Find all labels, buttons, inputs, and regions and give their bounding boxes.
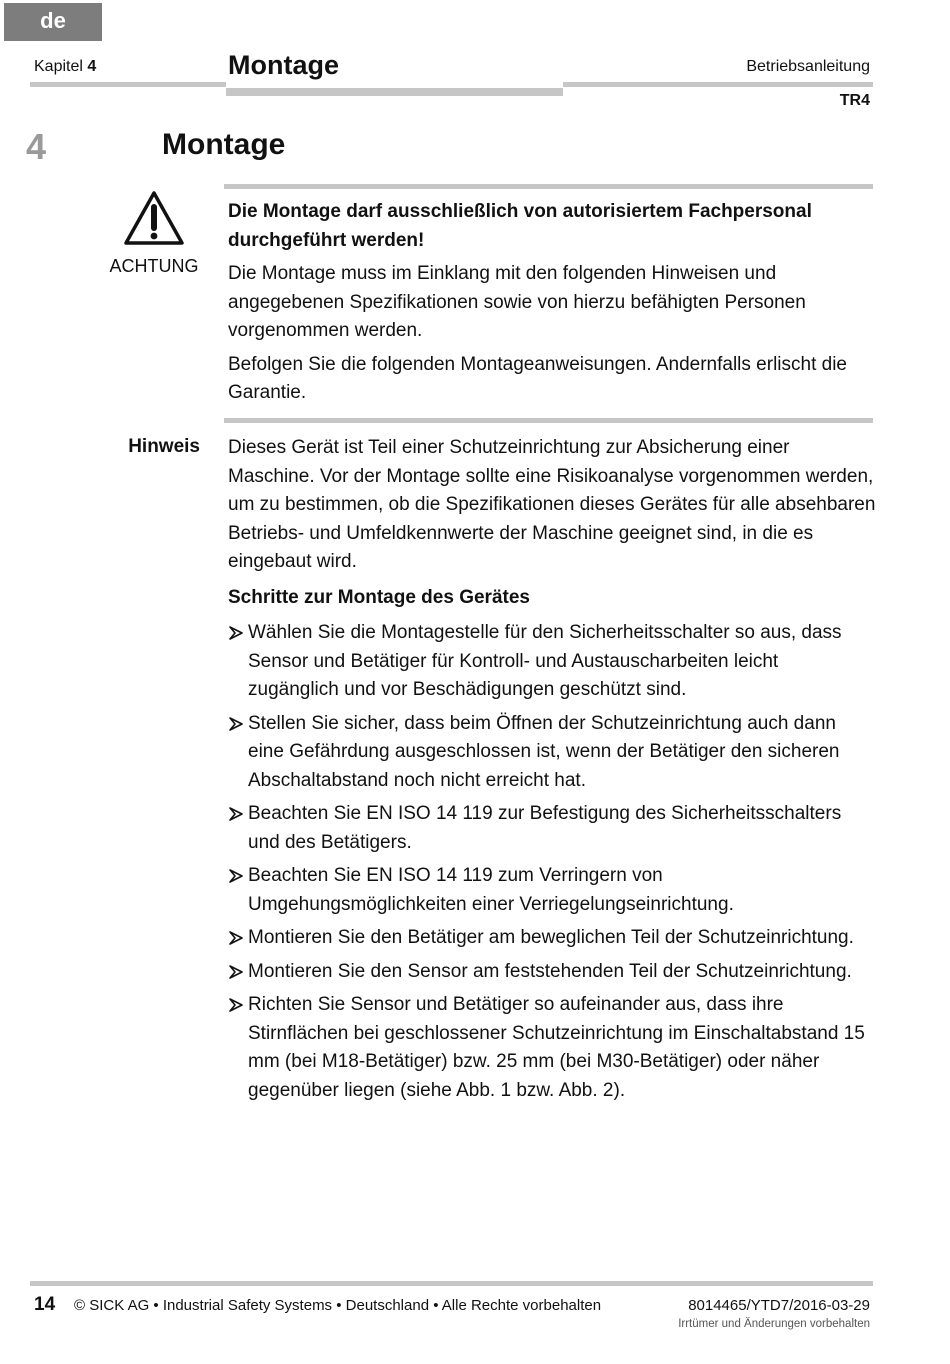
step-text: Beachten Sie EN ISO 14 119 zum Verringern von Umgehungsmöglichkeiten einer Verriegelungseinrichtung. — [248, 865, 734, 915]
step-text: Stellen Sie sicher, dass beim Öffnen der Schutzeinrichtung auch dann eine Gefährdung ausgeschlossen ist, wenn der Betätiger den sicheren Abschaltabstand noch nicht erreicht hat. — [248, 712, 840, 791]
arrow-bullet-icon — [228, 807, 244, 821]
footer-doc-number: 8014465/YTD7/2016-03-29 — [688, 1297, 870, 1314]
caution-bold-text: Die Montage darf ausschließlich von autorisiertem Fachpersonal durchgeführt werden! — [228, 201, 812, 251]
page-number: 14 — [34, 1294, 56, 1315]
header-rule-left — [30, 82, 226, 87]
chapter-label — [34, 58, 96, 76]
arrow-bullet-icon — [228, 931, 244, 945]
step-text: Wählen Sie die Montagestelle für den Sicherheitsschalter so aus, dass Sensor und Betätiger für Kontroll- und Austauscharbeiten leicht zugänglich und vor Beschädigungen geschützt sind. — [248, 622, 842, 700]
note-text: Dieses Gerät ist Teil einer Schutzeinrichtung zur Absicherung einer Maschine. Vor der Montage sollte eine Risikoanalyse vorgenommen werden, um zu bestimmen, ob die Spezifikationen dieses Gerätes für alle absehbaren Betriebs- und Umfeldkennwerte der Maschine geeignet sind, in die es eingebaut wird. — [228, 437, 876, 572]
caution-bottom-rule — [224, 418, 873, 423]
steps-heading: Schritte zur Montage des Gerätes — [228, 587, 530, 608]
chapter-word: Kapitel — [34, 58, 83, 75]
list-item — [228, 800, 873, 857]
step-text: Richten Sie Sensor und Betätiger so aufeinander aus, dass ihre Stirnflächen bei geschlossener Schutzeinrichtung im Einschaltabstand 15 mm (bei M18-Betätiger) bzw. 25 mm (bei M30-Betätiger) oder näher gegenüber liegen (siehe Abb. 1 bzw. Abb. 2). — [248, 994, 865, 1101]
list-item — [228, 958, 873, 987]
section-title: Montage — [162, 128, 286, 161]
arrow-bullet-icon — [228, 717, 244, 731]
list-item — [228, 619, 873, 705]
header-rule-right — [563, 82, 873, 87]
footer-rule — [30, 1281, 873, 1286]
caution-paragraph: Die Montage muss im Einklang mit den folgenden Hinweisen und angegebenen Spezifikationen sowie von hierzu befähigten Personen vorgenommen werden. — [228, 263, 806, 341]
caution-paragraph: Befolgen Sie die folgenden Montageanweisungen. Andernfalls erlischt die Garantie. — [228, 353, 847, 403]
list-item — [228, 924, 873, 953]
chapter-number: 4 — [26, 126, 47, 167]
document-type: Betriebsanleitung — [746, 58, 870, 75]
product-name: TR4 — [839, 92, 870, 109]
step-text: Montieren Sie den Sensor am feststehenden Teil der Schutzeinrichtung. — [248, 960, 852, 982]
arrow-bullet-icon — [228, 998, 244, 1012]
arrow-bullet-icon — [228, 869, 244, 883]
footer-disclaimer: Irrtümer und Änderungen vorbehalten — [678, 1318, 870, 1330]
language-tab: de — [4, 3, 102, 41]
header-rule-center — [226, 88, 563, 96]
caution-content — [228, 198, 876, 408]
caution-label: ACHTUNG — [109, 256, 199, 276]
list-item — [228, 862, 873, 919]
step-text: Montieren Sie den Betätiger am beweglichen Teil der Schutzeinrichtung. — [248, 927, 854, 948]
steps-list — [228, 619, 873, 1110]
footer-copyright: © SICK AG • Industrial Safety Systems • Deutschland • Alle Rechte vorbehalten — [74, 1297, 602, 1314]
list-item — [228, 991, 873, 1105]
header-title: Montage — [228, 50, 339, 80]
list-item — [228, 710, 873, 796]
arrow-bullet-icon — [228, 626, 244, 640]
note-label: Hinweis — [128, 436, 200, 457]
arrow-bullet-icon — [228, 965, 244, 979]
step-text: Beachten Sie EN ISO 14 119 zur Befestigung des Sicherheitsschalters und des Betätigers. — [248, 803, 842, 853]
caution-top-rule — [224, 184, 873, 189]
chapter-number-header: 4 — [87, 58, 97, 75]
warning-triangle-icon — [123, 190, 185, 246]
